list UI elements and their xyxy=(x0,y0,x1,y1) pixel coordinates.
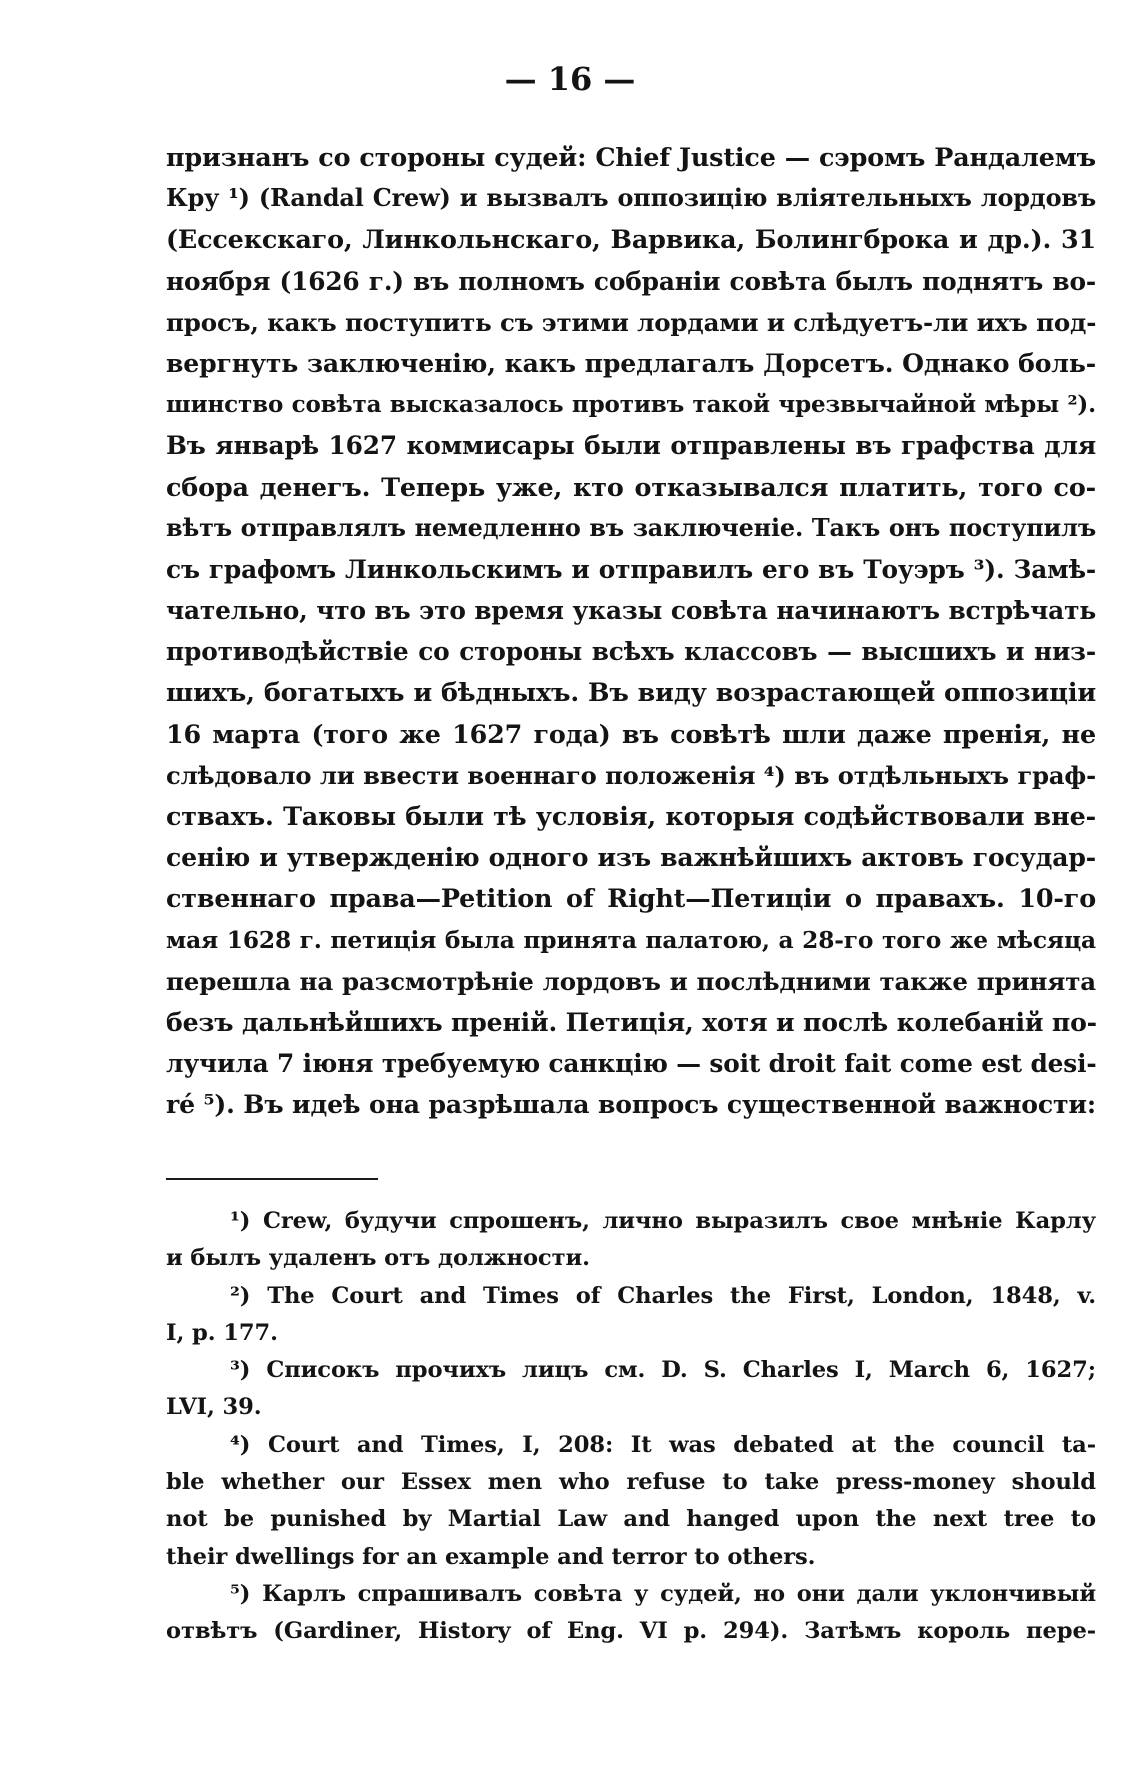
footnote-line: ²) The Court and Times of Charles the First, London, 1848, v. xyxy=(230,1282,1096,1309)
footnote-line: not be punished by Martial Law and hanged upon the next tree to xyxy=(166,1506,1096,1533)
main-text xyxy=(166,137,1096,1126)
footnote-line: и былъ удаленъ отъ должности. xyxy=(166,1245,590,1272)
text-line: вергнуть заключенію, какъ предлагалъ Дорсетъ. Однако боль- xyxy=(166,347,1096,378)
text-line: слѣдовало ли ввести военнаго положенія ⁴) въ отдѣльныхъ граф- xyxy=(166,760,1096,790)
footnote-line: ble whether our Essex men who refuse to take press-money should xyxy=(166,1469,1096,1496)
text-line: шихъ, богатыхъ и бѣдныхъ. Въ виду возрастающей оппозиціи xyxy=(166,677,1096,708)
text-line: признанъ со стороны судей: Chief Justice — сэромъ Рандалемъ xyxy=(166,142,1096,172)
text-line: сенію и утвержденію одного изъ важнѣйшихъ актовъ государ- xyxy=(166,842,1096,873)
text-line: безъ дальнѣйшихъ преній. Петиція, хотя и послѣ колебаній по- xyxy=(166,1006,1097,1037)
footnote-line: I, p. 177. xyxy=(166,1319,278,1346)
text-line: шинство совѣта высказалось противъ такой чрезвычайной мѣры ²). xyxy=(166,391,1096,419)
footnote-line: отвѣтъ (Gardiner, History of Eng. VI p. 294). Затѣмъ король пере- xyxy=(166,1618,1096,1645)
text-line: ré ⁵). Въ идеѣ она разрѣшала вопросъ существенной важности: xyxy=(166,1089,1096,1120)
text-line: просъ, какъ поступить съ этими лордами и слѣдуетъ-ли ихъ под- xyxy=(166,307,1097,337)
page-number: — 16 — xyxy=(504,60,636,98)
text-line: съ графомъ Линкольскимъ и отправилъ его въ Тоуэръ ³). Замѣ- xyxy=(166,554,1096,584)
text-line: чательно, что въ это время указы совѣта начинаютъ встрѣчать xyxy=(166,596,1096,626)
text-line: перешла на разсмотрѣніе лордовъ и послѣдними также принята xyxy=(166,966,1096,996)
text-line: Въ январѣ 1627 коммисары были отправлены въ графства для xyxy=(166,431,1096,461)
text-line: (Ессекскаго, Линкольнскаго, Варвика, Болингброка и др.). 31 xyxy=(166,224,1096,255)
footnote-line: ⁴) Court and Times, I, 208: It was debated at the council ta- xyxy=(230,1431,1096,1458)
text-line: мая 1628 г. петиція была принята палатою, а 28-го того же мѣсяца xyxy=(166,926,1096,954)
footnotes xyxy=(166,1203,1096,1651)
text-line: ственнаго права—Petition of Right—Петиціи о правахъ. 10-го xyxy=(166,883,1096,914)
footnote-line: ⁵) Карлъ спрашивалъ совѣта у судей, но они дали уклончивый xyxy=(230,1580,1096,1607)
footnote-line: their dwellings for an example and terror to others. xyxy=(166,1543,816,1570)
text-line: противодѣйствіе со стороны всѣхъ классовъ — высшихъ и низ- xyxy=(166,637,1096,667)
footnote-line: ³) Списокъ прочихъ лицъ см. D. S. Charles I, March 6, 1627; xyxy=(230,1357,1096,1384)
text-line: ствахъ. Таковы были тѣ условія, которыя содѣйствовали вне- xyxy=(166,801,1096,831)
text-line: лучила 7 іюня требуемую санкцію — soit droit fait come est desi- xyxy=(166,1049,1097,1079)
text-line: сбора денегъ. Теперь уже, кто отказывался платить, того со- xyxy=(166,471,1096,502)
text-line: вѣтъ отправлялъ немедленно въ заключеніе. Такъ онъ поступилъ xyxy=(166,513,1096,542)
footnote-line: LVI, 39. xyxy=(166,1394,262,1421)
text-line: Кру ¹) (Randal Crew) и вызвалъ оппозицію вліятельныхъ лордовъ xyxy=(166,184,1096,213)
text-line: ноября (1626 г.) въ полномъ собраніи совѣта былъ поднятъ во- xyxy=(166,266,1096,296)
footnote-separator xyxy=(166,1178,378,1180)
footnote-line: ¹) Crew, будучи спрошенъ, лично выразилъ свое мнѣніе Карлу xyxy=(230,1208,1096,1234)
text-line: 16 марта (того же 1627 года) въ совѣтѣ шли даже пренія, не xyxy=(166,718,1096,749)
